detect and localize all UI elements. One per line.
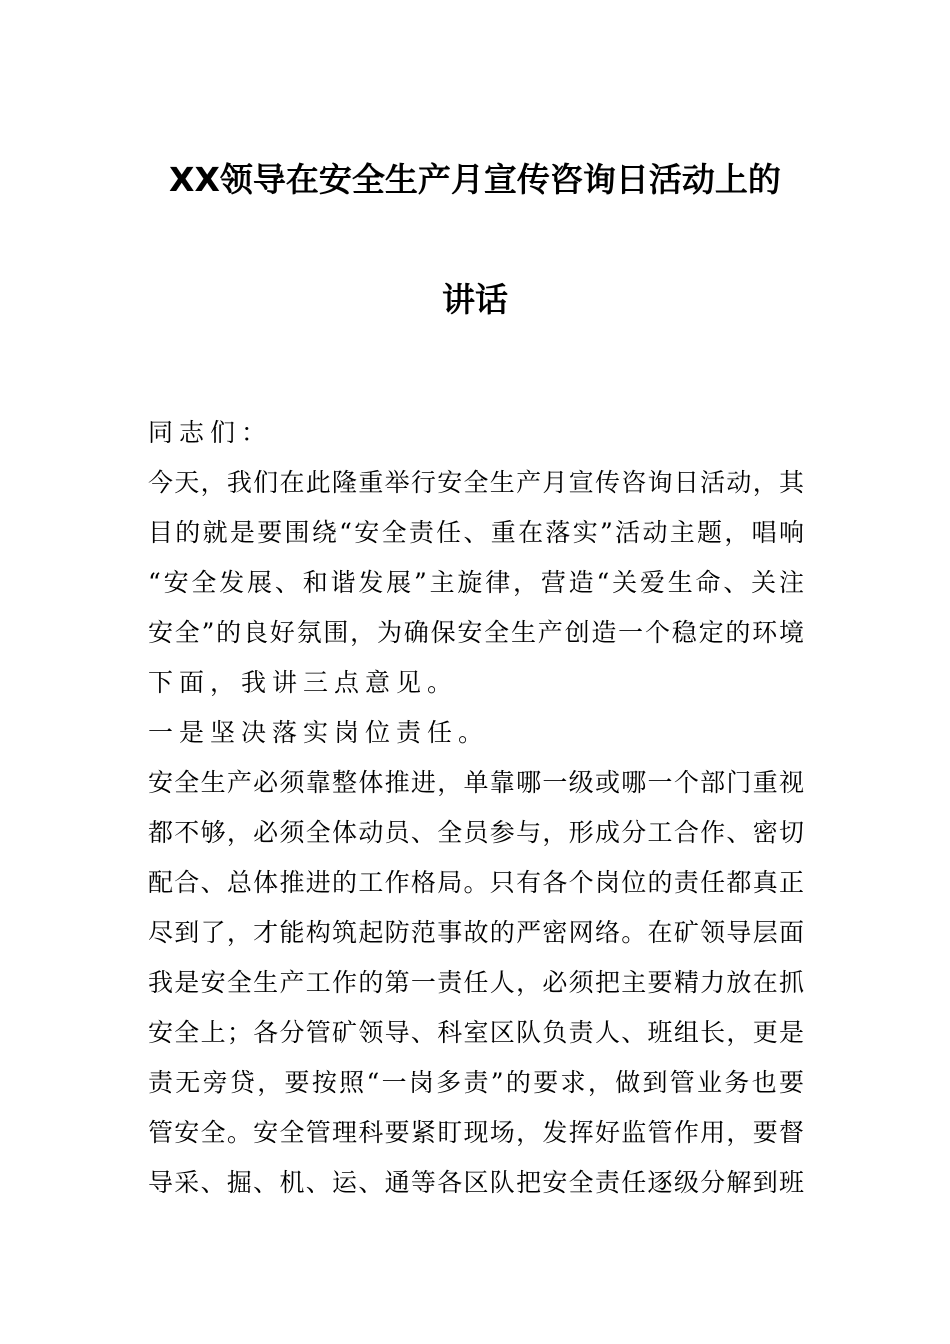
body-line: 我是安全生产工作的第一责任人，必须把主要精力放在抓 bbox=[148, 968, 804, 997]
body-line: 管安全。安全管理科要紧盯现场，发挥好监管作用，要督 bbox=[148, 1118, 804, 1147]
body-line: 尽到了，才能构筑起防范事故的严密网络。在矿领导层面 bbox=[148, 918, 804, 947]
document-title-line-1: XX领导在安全生产月宣传咨询日活动上的 bbox=[169, 160, 781, 199]
body-line: 安全生产必须靠整体推进，单靠哪一级或哪一个部门重视 bbox=[148, 768, 804, 797]
document-title-line-2: 讲话 bbox=[442, 280, 508, 319]
body-line: 安全上；各分管矿领导、科室区队负责人、班组长，更是 bbox=[148, 1018, 804, 1047]
body-line: 安全”的良好氛围，为确保安全生产创造一个稳定的环境 bbox=[148, 618, 804, 647]
salutation: 同志们： bbox=[148, 418, 273, 447]
body-line: 下面，我讲三点意见。 bbox=[148, 668, 459, 697]
body-line: 今天，我们在此隆重举行安全生产月宣传咨询日活动，其 bbox=[148, 468, 804, 497]
body-line: 配合、总体推进的工作格局。只有各个岗位的责任都真正 bbox=[148, 868, 804, 897]
body-line: 责无旁贷，要按照“一岗多责”的要求，做到管业务也要 bbox=[148, 1068, 804, 1097]
section-heading: 一是坚决落实岗位责任。 bbox=[148, 718, 490, 747]
document-body bbox=[148, 413, 804, 1213]
body-line: 目的就是要围绕“安全责任、重在落实”活动主题，唱响 bbox=[148, 518, 804, 547]
body-line: “安全发展、和谐发展”主旋律，营造“关爱生命、关注 bbox=[148, 568, 804, 597]
body-line: 导采、掘、机、运、通等各区队把安全责任逐级分解到班 bbox=[148, 1168, 804, 1197]
body-line: 都不够，必须全体动员、全员参与，形成分工合作、密切 bbox=[148, 818, 804, 847]
